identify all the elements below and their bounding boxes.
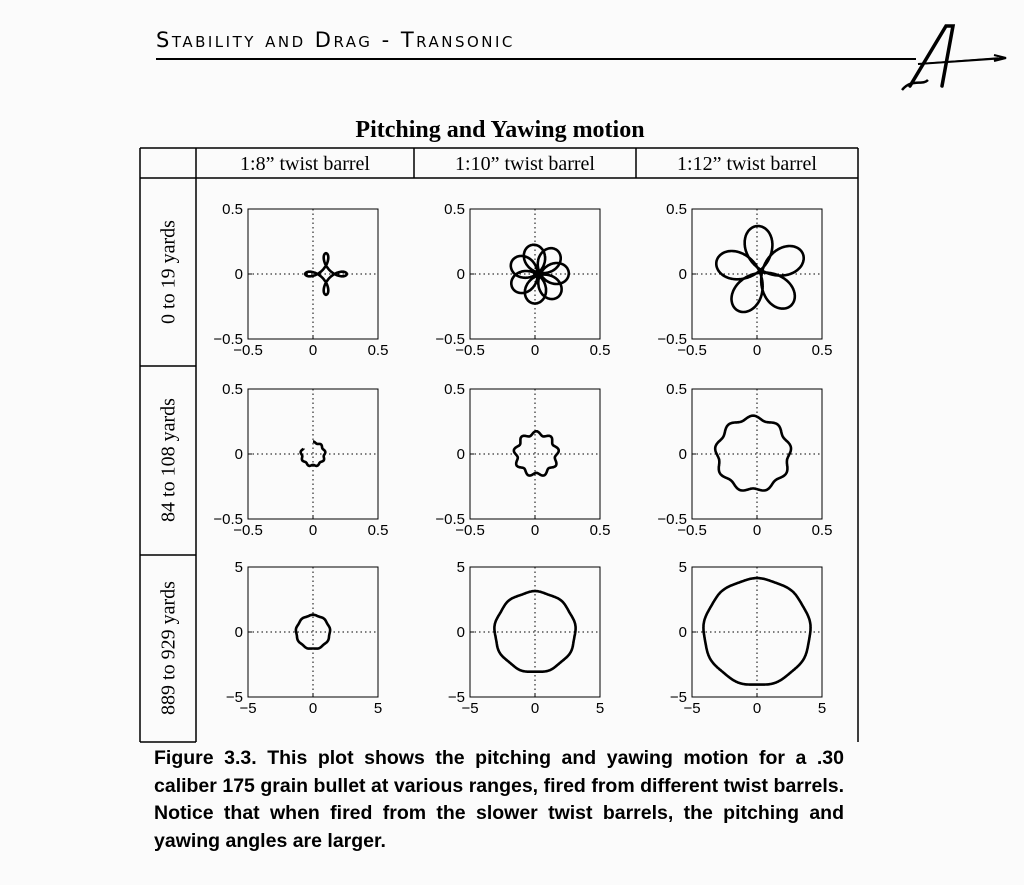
y-tick-label: −0.5 (213, 331, 243, 348)
plot-2-0 (226, 559, 382, 717)
plot-0-2 (657, 201, 832, 359)
y-tick-label: −5 (225, 689, 243, 706)
page-header-title: Stability and Drag - Transonic (156, 28, 515, 52)
y-tick-label: 0 (456, 266, 465, 283)
plot-0-1 (435, 201, 610, 359)
motion-trace (514, 431, 559, 475)
y-tick-label: 0 (456, 624, 465, 641)
plot-1-1 (435, 381, 610, 539)
plot-0-0 (213, 201, 388, 359)
x-tick-label: 0.5 (811, 522, 833, 539)
x-tick-label: 0 (752, 342, 762, 359)
y-tick-label: 0.5 (222, 381, 243, 398)
y-tick-label: 5 (234, 559, 243, 576)
y-tick-label: 0 (456, 446, 465, 463)
plot-2-1 (448, 559, 604, 717)
motion-trace (716, 226, 803, 312)
figure-caption: Figure 3.3. This plot shows the pitching and yawing motion for a .30 caliber 175 grain bullet at various ranges, fired from different twist barrels. Notice that when fired from the slower twist barrels, the pitching and yawing angles are larger. (154, 747, 844, 852)
plot-1-0 (213, 381, 388, 539)
y-tick-label: 0 (678, 624, 687, 641)
x-tick-label: −0.5 (455, 342, 485, 359)
column-header-1to12: 1:12” twist barrel (677, 153, 817, 175)
x-tick-label: −5 (683, 700, 701, 717)
x-tick-label: 0 (308, 342, 318, 359)
x-tick-label: 5 (817, 700, 827, 717)
x-tick-label: 0 (308, 522, 318, 539)
y-tick-label: 5 (678, 559, 687, 576)
x-tick-label: 0 (752, 700, 762, 717)
y-tick-label: −5 (669, 689, 687, 706)
x-tick-label: 0.5 (811, 342, 833, 359)
row-header-889-929-yards: 889 to 929 yards (157, 581, 180, 715)
x-tick-label: 0 (530, 342, 540, 359)
x-tick-label: −0.5 (233, 522, 263, 539)
y-tick-label: 0.5 (666, 381, 687, 398)
y-tick-label: 0 (678, 266, 687, 283)
row-header-84-108-yards: 84 to 108 yards (157, 398, 180, 522)
x-tick-label: 5 (373, 700, 383, 717)
x-tick-label: 0 (752, 522, 762, 539)
column-header-1to8: 1:8” twist barrel (240, 153, 370, 175)
x-tick-label: −5 (239, 700, 257, 717)
x-tick-label: −0.5 (677, 522, 707, 539)
x-tick-label: −5 (461, 700, 479, 717)
y-tick-label: 0 (678, 446, 687, 463)
figure-title: Pitching and Yawing motion (355, 117, 645, 143)
motion-trace (715, 416, 791, 491)
y-tick-label: 0.5 (666, 201, 687, 218)
x-tick-label: 0.5 (367, 342, 389, 359)
y-tick-label: 0.5 (444, 201, 465, 218)
x-tick-label: −0.5 (455, 522, 485, 539)
plot-1-2 (657, 381, 832, 539)
plot-2-2 (670, 559, 826, 717)
y-tick-label: 0.5 (444, 381, 465, 398)
y-tick-label: −0.5 (435, 331, 465, 348)
y-tick-label: −0.5 (657, 331, 687, 348)
x-tick-label: 0.5 (367, 522, 389, 539)
x-tick-label: 0 (530, 700, 540, 717)
y-tick-label: −0.5 (213, 511, 243, 528)
x-tick-label: 0 (308, 700, 318, 717)
x-tick-label: 0 (530, 522, 540, 539)
y-tick-label: 0 (234, 446, 243, 463)
y-tick-label: −0.5 (657, 511, 687, 528)
x-tick-label: 5 (595, 700, 605, 717)
y-tick-label: 5 (456, 559, 465, 576)
y-tick-label: 0 (234, 624, 243, 641)
x-tick-label: 0.5 (589, 342, 611, 359)
y-tick-label: −5 (447, 689, 465, 706)
x-tick-label: 0.5 (589, 522, 611, 539)
column-header-1to10: 1:10” twist barrel (455, 153, 595, 175)
y-tick-label: 0 (234, 266, 243, 283)
row-header-0-19-yards: 0 to 19 yards (157, 220, 180, 324)
x-tick-label: −0.5 (233, 342, 263, 359)
y-tick-label: 0.5 (222, 201, 243, 218)
x-tick-label: −0.5 (677, 342, 707, 359)
y-tick-label: −0.5 (435, 511, 465, 528)
